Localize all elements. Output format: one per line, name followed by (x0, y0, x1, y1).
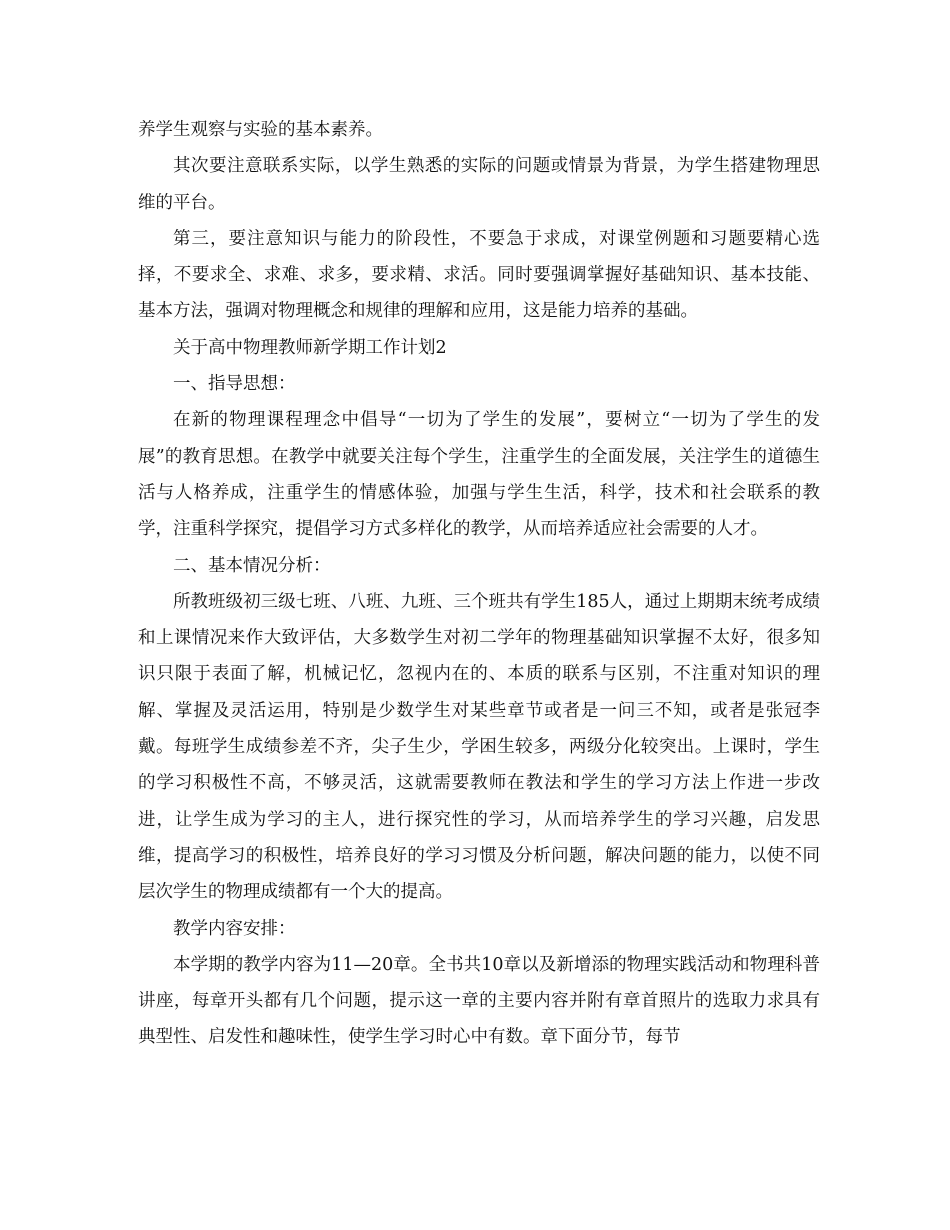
paragraph: 本学期的教学内容为11—20章。全书共10章以及新增添的物理实践活动和物理科普讲座，每章开头都有几个问题，提示这一章的主要内容并附有章首照片的选取力求具有典型性、启发性和趣味性，使学生学习时心中有数。章下面分节，每节 (138, 954, 820, 1048)
document-body (138, 112, 820, 1056)
section-heading: 教学内容安排： (173, 918, 296, 939)
section-title: 关于高中物理教师新学期工作计划2 (173, 337, 447, 358)
section-heading: 二、基本情况分析： (173, 555, 331, 576)
paragraph: 在新的物理课程理念中倡导“一切为了学生的发展”，要树立“一切为了学生的发展”的教育思想。在教学中就要关注每个学生，注重学生的全面发展，关注学生的道德生活与人格养成，注重学生的情感体验，加强与学生生活，科学，技术和社会联系的教学，注重科学探究，提倡学习方式多样化的教学，从而培养适应社会需要的人才。 (138, 410, 820, 540)
section-heading: 一、指导思想： (173, 374, 296, 395)
paragraph: 第三，要注意知识与能力的阶段性，不要急于求成，对课堂例题和习题要精心选择，不要求全、求难、求多，要求精、求活。同时要强调掌握好基础知识、基本技能、基本方法，强调对物理概念和规律的理解和应用，这是能力培养的基础。 (138, 228, 820, 322)
paragraph: 所教班级初三级七班、八班、九班、三个班共有学生185人，通过上期期末统考成绩和上课情况来作大致评估，大多数学生对初二学年的物理基础知识掌握不太好，很多知识只限于表面了解，机械记忆，忽视内在的、本质的联系与区别，不注重对知识的理解、掌握及灵活运用，特别是少数学生对某些章节或者是一问三不知，或者是张冠李戴。每班学生成绩参差不齐，尖子生少，学困生较多，两级分化较突出。上课时，学生的学习积极性不高，不够灵活，这就需要教师在教法和学生的学习方法上作进一步改进，让学生成为学习的主人，进行探究性的学习，从而培养学生的学习兴趣，启发思维，提高学习的积极性，培养良好的学习习惯及分析问题，解决问题的能力，以使不同层次学生的物理成绩都有一个大的提高。 (138, 591, 820, 903)
paragraph: 其次要注意联系实际，以学生熟悉的实际的问题或情景为背景，为学生搭建物理思维的平台。 (138, 156, 820, 213)
paragraph: 养学生观察与实验的基本素养。 (138, 120, 383, 140)
